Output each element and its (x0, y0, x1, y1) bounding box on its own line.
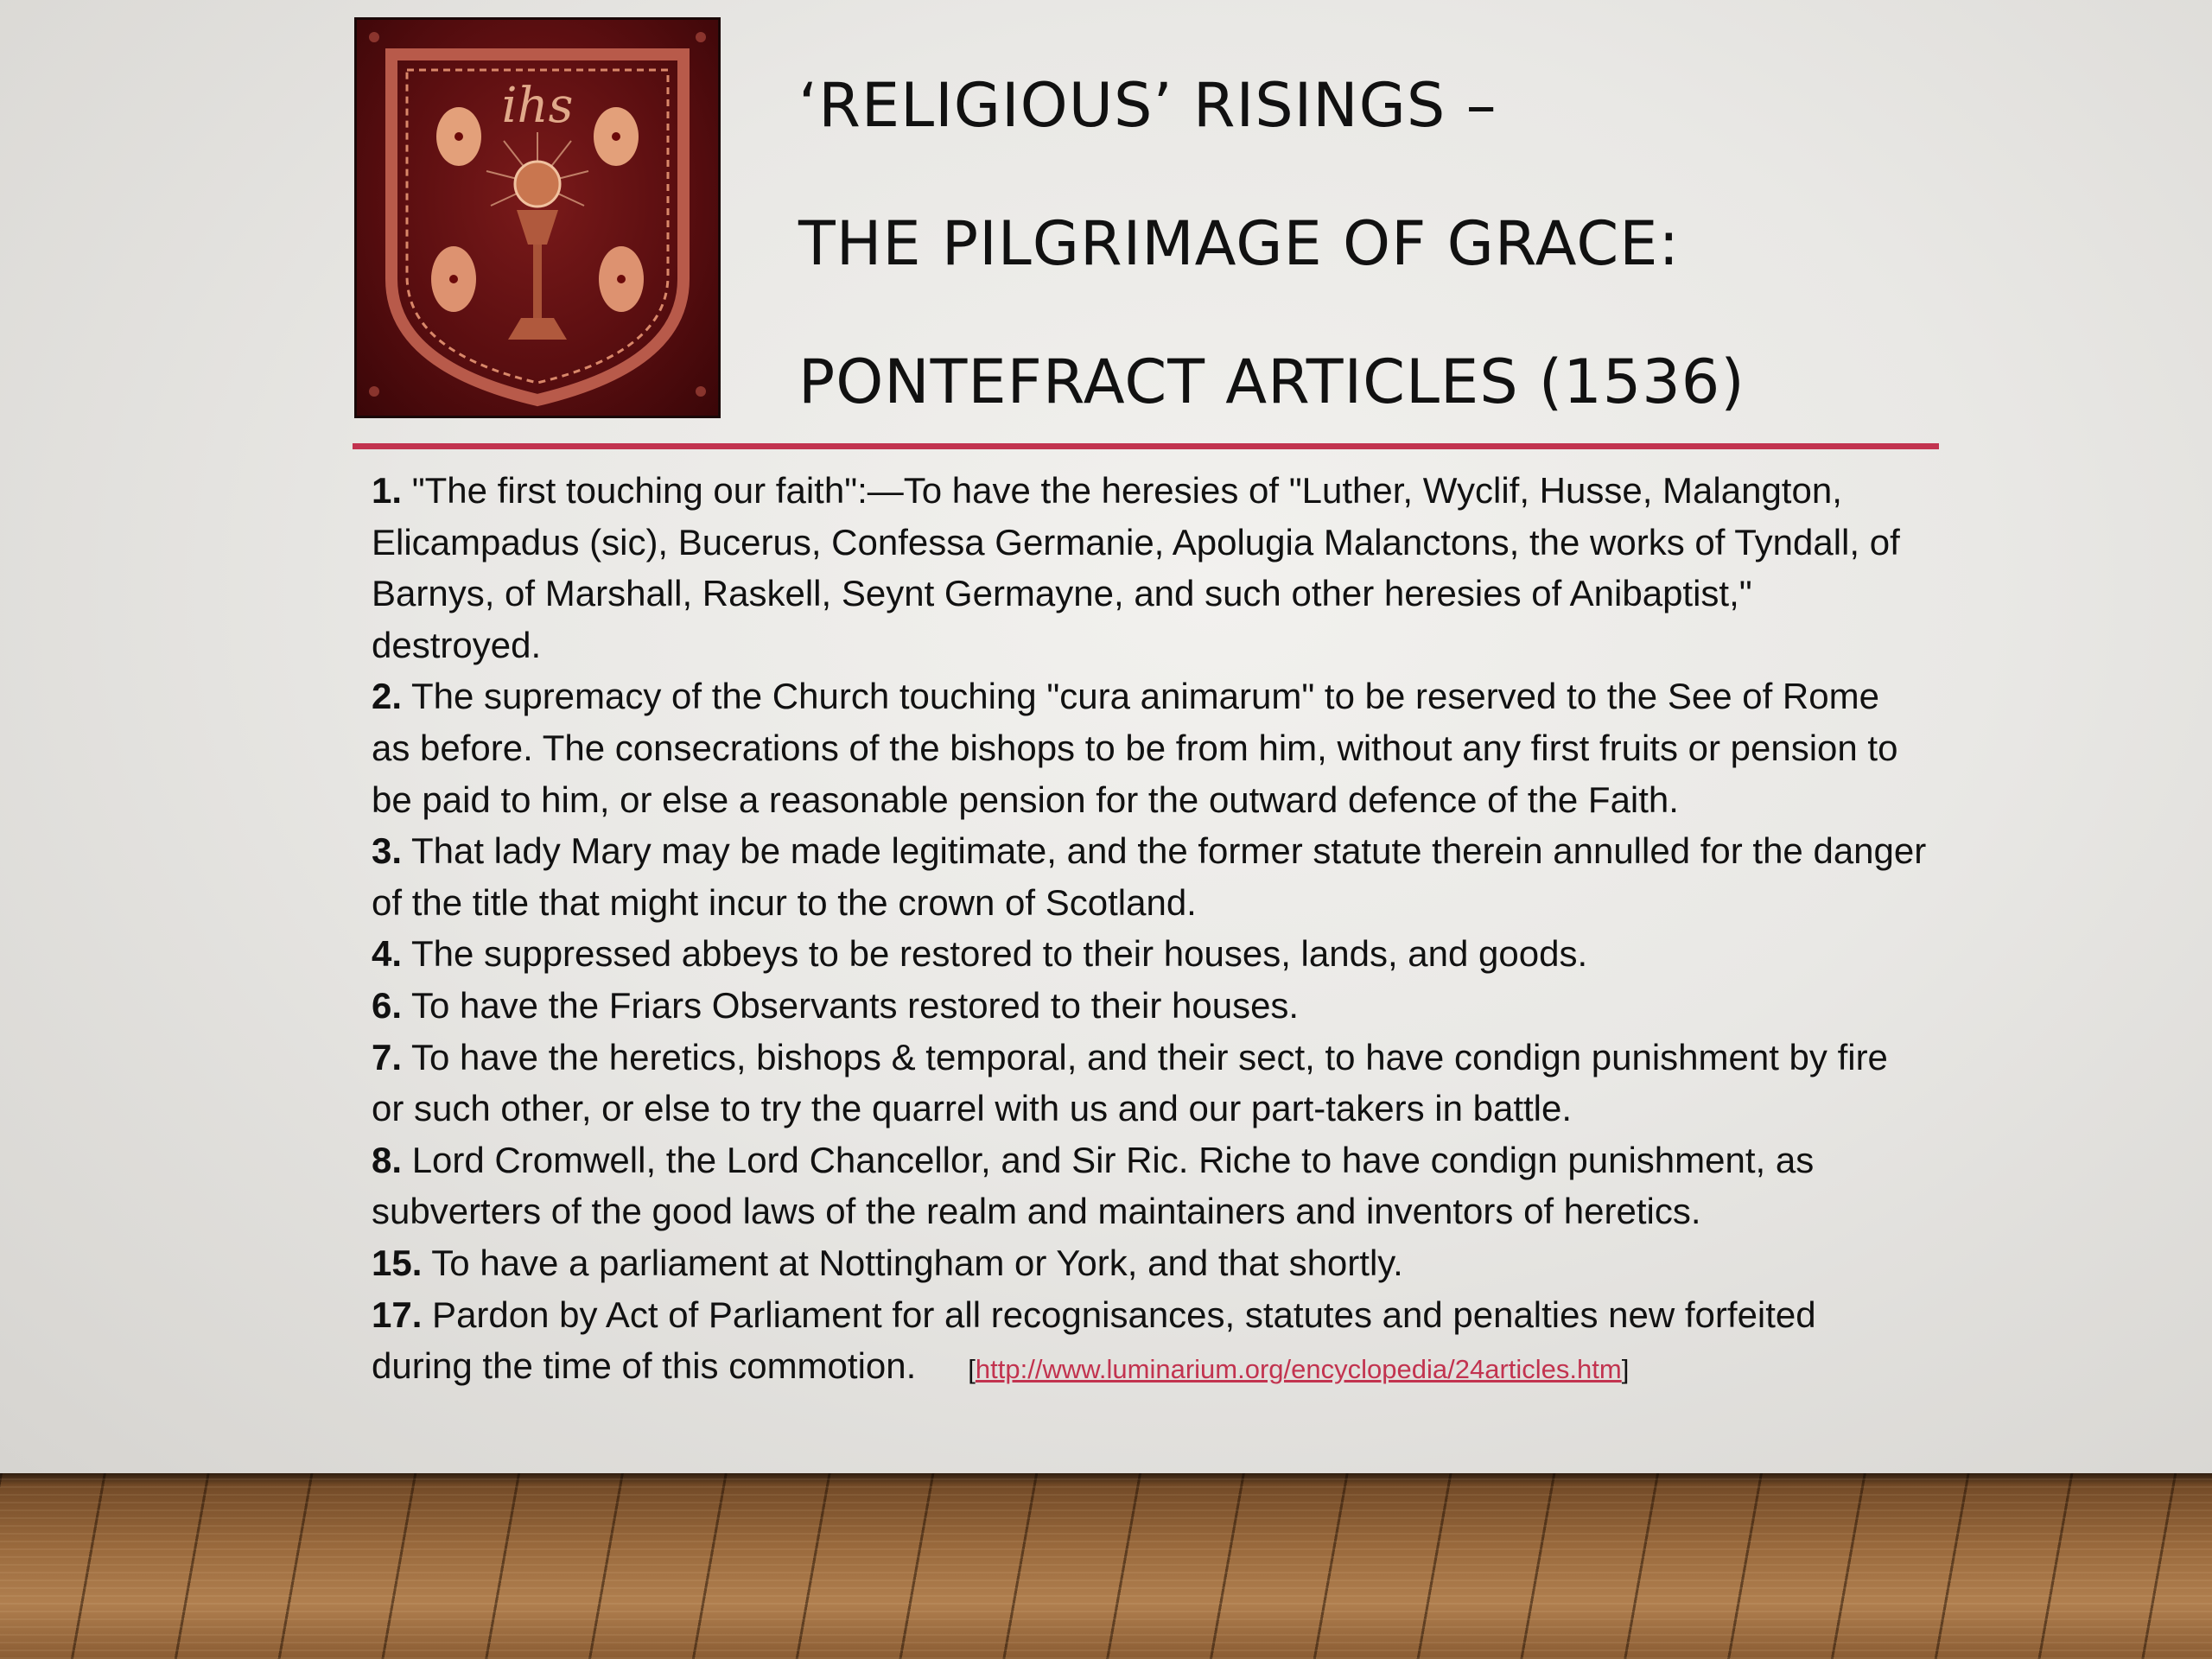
article-text: Pardon by Act of Parliament for all recognisances, statutes and penalties new forfeited during the time of this commotion. (372, 1294, 1816, 1387)
article-text: That lady Mary may be made legitimate, and the former statute therein annulled for the danger of the title that might incur to the crown of Scotland. (372, 830, 1927, 923)
article-number: 1. (372, 470, 403, 511)
article-number: 17. (372, 1294, 423, 1335)
article-text: Lord Cromwell, the Lord Chancellor, and Sir Ric. Riche to have condign punishment, as subverters of the good laws of the realm and maintainers and inventors of heretics. (372, 1139, 1815, 1232)
article-item (372, 671, 1927, 825)
source-citation (968, 1354, 1629, 1384)
article-number: 3. (372, 830, 403, 872)
article-number: 8. (372, 1139, 403, 1180)
articles-list (372, 465, 1927, 1395)
source-bracket-open: [ (968, 1354, 976, 1385)
title-line: THE PILGRIMAGE OF GRACE: (798, 208, 1681, 279)
source-bracket-close: ] (1621, 1354, 1630, 1385)
article-text: To have the heretics, bishops & temporal, and their sect, to have condign punishment by fire or such other, or else to try the quarrel with us and our part-takers in battle. (372, 1036, 1888, 1129)
source-link[interactable]: http://www.luminarium.org/encyclopedia/24articles.htm (975, 1354, 1622, 1385)
article-number: 7. (372, 1036, 403, 1077)
article-item (372, 1237, 1927, 1289)
article-number: 2. (372, 676, 403, 717)
wood-floor (0, 1473, 2212, 1659)
title-line: ‘RELIGIOUS’ RISINGS – (798, 70, 1497, 141)
title-line: PONTEFRACT ARTICLES (1536) (798, 346, 1745, 417)
article-number: 4. (372, 933, 403, 975)
article-item (372, 1032, 1927, 1135)
article-number: 6. (372, 984, 403, 1026)
title-divider (353, 443, 1939, 449)
pilgrimage-banner-icon (354, 17, 721, 418)
article-text: To have a parliament at Nottingham or York, and that shortly. (422, 1242, 1403, 1283)
article-number: 15. (372, 1242, 423, 1283)
article-item (372, 1289, 1927, 1395)
article-text: To have the Friars Observants restored to their houses. (402, 984, 1300, 1026)
article-item (372, 1135, 1927, 1237)
article-text: The suppressed abbeys to be restored to their houses, lands, and goods. (402, 933, 1588, 975)
article-text: "The first touching our faith":—To have the heresies of "Luther, Wyclif, Husse, Malangton, Elicampadus (sic), Bucerus, Confessa Germanie, Apolugia Malanctons, the works of Tyndall, of Barnys, of Marshall, Raskell, Seynt Germayne, and such other heresies of Anibaptist," destroyed. (372, 470, 1900, 665)
svg-text:ihs: ihs (501, 78, 574, 134)
article-item (372, 465, 1927, 671)
article-text: The supremacy of the Church touching "cura animarum" to be reserved to the See of Rome as before. The consecrations of the bishops to be from him, without any first fruits or pension to be paid to him, or else a reasonable pension for the outward defence of the Faith. (372, 676, 1898, 820)
article-item (372, 825, 1927, 928)
article-item (372, 928, 1927, 980)
article-item (372, 980, 1927, 1032)
slide-title (798, 62, 1922, 477)
